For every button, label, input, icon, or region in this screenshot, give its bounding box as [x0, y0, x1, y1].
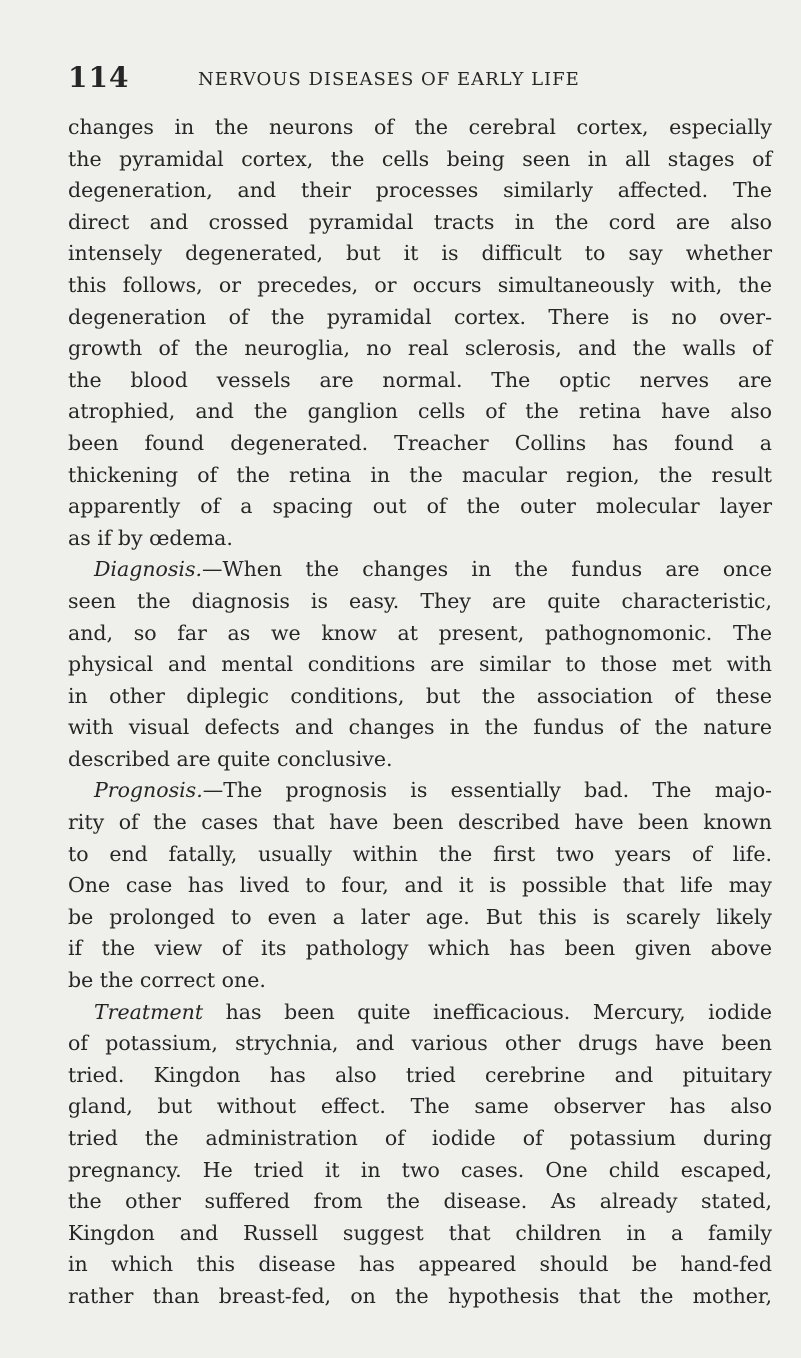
paragraph-first-line [68, 775, 772, 807]
text-line: be prolonged to even a later age. But this is scarely likely [68, 904, 772, 929]
text-line: seen the diagnosis is easy. They are quite characteristic, [68, 588, 772, 613]
text-line: rather than breast-fed, on the hypothesis that the mother, [68, 1283, 772, 1308]
text-line: physical and mental conditions are similar to those met with [68, 652, 772, 677]
text-line: growth of the neuroglia, no real sclerosis, and the walls of [68, 336, 772, 361]
text-line: tried. Kingdon has also tried cerebrine and pituitary [68, 1062, 772, 1087]
text-line: in which this disease has appeared should be hand-fed [68, 1252, 772, 1277]
section-heading-treatment: Treatment [94, 999, 204, 1024]
text-line: apparently of a spacing out of the outer molecular layer [68, 494, 772, 519]
text-line: Kingdon and Russell suggest that children in a family [68, 1220, 772, 1245]
text-line: thickening of the retina in the macular region, the result [68, 462, 772, 487]
text-line: been found degenerated. Treacher Collins has found a [68, 430, 772, 455]
text-line: gland, but without effect. The same observer has also [68, 1094, 772, 1119]
text-line: degeneration, and their processes similarly affected. The [68, 178, 772, 203]
text-line: degeneration of the pyramidal cortex. There is no over- [68, 304, 772, 329]
text-line: and, so far as we know at present, pathognomonic. The [68, 620, 772, 645]
text-line: rity of the cases that have been described have been known [68, 810, 772, 835]
paragraph-first-line [68, 554, 772, 586]
text-line: intensely degenerated, but it is difficult to say whether [68, 241, 772, 266]
text-line: the other suffered from the disease. As already stated, [68, 1189, 772, 1214]
text-span: has been quite inefficacious. Mercury, iodide [203, 999, 772, 1024]
text-span: —When the changes in the fundus are once [202, 557, 772, 582]
body-text [68, 112, 772, 1313]
running-head [68, 60, 768, 100]
text-line: with visual defects and changes in the fundus of the nature [68, 715, 772, 740]
page-number: 114 [68, 61, 130, 94]
text-line: direct and crossed pyramidal tracts in the cord are also [68, 209, 772, 234]
text-line: this follows, or precedes, or occurs simultaneously with, the [68, 272, 772, 297]
text-line: One case has lived to four, and it is possible that life may [68, 873, 772, 898]
text-line: if the view of its pathology which has been given above [68, 936, 772, 961]
text-line: in other diplegic conditions, but the association of these [68, 683, 772, 708]
text-line: as if by œdema. [68, 525, 233, 550]
section-heading-diagnosis: Diagnosis. [94, 557, 202, 582]
text-line: to end fatally, usually within the first two years of life. [68, 841, 772, 866]
text-line: tried the administration of iodide of potassium during [68, 1126, 772, 1150]
paragraph-first-line [68, 997, 772, 1029]
text-line: described are quite conclusive. [68, 746, 393, 771]
text-line: of potassium, strychnia, and various other drugs have been [68, 1031, 772, 1056]
text-line: changes in the neurons of the cerebral cortex, especially [68, 115, 772, 139]
text-line: the pyramidal cortex, the cells being seen in all stages of [68, 146, 772, 171]
text-line: the blood vessels are normal. The optic nerves are [68, 367, 772, 392]
text-line: pregnancy. He tried it in two cases. One child escaped, [68, 1157, 772, 1182]
running-title: NERVOUS DISEASES OF EARLY LIFE [198, 69, 580, 90]
text-line: atrophied, and the ganglion cells of the retina have also [68, 399, 772, 424]
text-span: —The prognosis is essentially bad. The majo- [202, 778, 772, 803]
section-heading-prognosis: Prognosis. [94, 778, 203, 803]
text-line: be the correct one. [68, 968, 266, 993]
